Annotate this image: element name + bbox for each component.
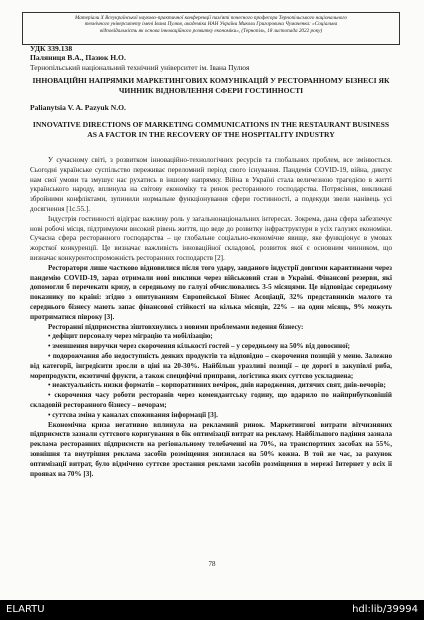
repository-footer: [0, 600, 424, 620]
authors-ua: Паляниця В.А., Пазюк Н.О.: [30, 53, 126, 62]
paragraph: Індустрія гостинності відіграє важливу роль у загальнонаціональних інтересах. Зокрема, дана сфера забезпечує нові робочі місця, підтримуючи високий рівень життя, що веде до розвитку інфраструктури в усіх галузях економіки. Сучасна сфера ресторанного господарства – це глобальне соціально-економічне явище, яке функціонує в умовах жорсткої конкуренції. Це визначає важливість інноваційної складової, розвиток якої є основним чинником, що визначає конкурентоспроможність ресторанних господарств [2].: [30, 214, 392, 262]
handle-id[interactable]: hdl:lib/39994: [352, 604, 418, 615]
affiliation: Тернопільський національний технічний університет ім. Івана Пулюя: [30, 63, 250, 72]
bullet-item: • зменшення виручки через скорочення кількості гостей – у середньому на 50% від довоєнної;: [48, 342, 350, 351]
title-ua: ІННОВАЦІЙНІ НАПРЯМКИ МАРКЕТИНГОВИХ КОМУНІКАЦІЙ У РЕСТОРАННОМУ БІЗНЕСІ ЯК ЧИННИК ВІДНОВЛЕННЯ СФЕРИ ГОСТИННОСТІ: [32, 76, 390, 95]
authors-en: Palianytsia V. A. Pazyuk N.O.: [30, 103, 126, 112]
paragraph: У сучасному світі, з розвитком інноваційно-технологічних ресурсів та глобальних проблем, все змінюється. Сьогодні українське суспільство переживає переломний період свого існування. Пандемія COVID-19, війна, диктує нам свої умови та змушує нас рухатись в іншому напрямку. Війна в Україні стала величезною трагедією в житті українського народу, вплинула на світову економіку та ринок ресторанного господарства. Потрясіння, викликані збройними конфліктами, зупинили нормальне функціонування сфери гостинності, а подекуди звели нанівець усі досягнення [1c.55.].: [30, 156, 392, 213]
bullet-item: • неактуальність низки форматів – корпоративних вечірок, днів народження, дитячих свят, днів-вечорів;: [48, 381, 386, 390]
header-line: Матеріали X Всеукраїнської науково-практичної конференції пам'яті почесного професора Тернопільського національного: [75, 15, 347, 21]
bullet-item: • дефіцит персоналу через міграцію та мобілізацію;: [48, 332, 213, 341]
article-body: [30, 156, 392, 479]
udk-code: УДК 339.138: [30, 44, 73, 53]
repository-name: ELARTU: [6, 604, 45, 615]
bullet-item: • скорочення часу роботи ресторанів через комендантську годину, що вдарило по найприбутковішій складовій ресторанного бізнесу – вечорам;: [30, 391, 392, 409]
header-line: технічного університету імені Івана Пулюя, академіка НАН України Миколи Григоровича Чумаченка: «Соціальна: [84, 21, 338, 28]
page-number: 78: [208, 560, 216, 568]
title-en: INNOVATIVE DIRECTIONS OF MARKETING COMMUNICATIONS IN THE RESTAURANT BUSINESS AS A FACTOR IN THE RECOVERY OF THE HOSPITALITY INDUSTRY: [32, 120, 390, 139]
bullet-item: • подорожчання або недоступність деяких продуктів та відповідно – скорочення позицій у меню. Залежно від категорії, інгредієнти зросли в ціні на 20-30%. Найбільш уразливі позиції – це дорогі в закупівлі риба, морепродукти, екзотичні фрукти, а також специфічні приправи, логістика яких суттєво ускладнена;: [30, 351, 392, 380]
paragraph: Ресторанні підприємства зіштовхнулись з новими проблемами ведення бізнесу:: [48, 322, 304, 331]
paragraph: Ресторатори лише частково відновилися після того удару, завданого індустрії довгими карантинами через пандемію COVID-19, зараз отримали нові виклики через військовий стан в Україні. Фінансові резерви, які допомогли б перечекати кризу, в середньому по галузі обчислювались 3-5 місяцями. Це відповідає середньому показнику по країні: згідно з опитуванням Європейської Бізнес Асоціації, 32% представників малого та середнього бізнесу мають запас фінансової стійкості на кілька місяців, 22% – на один місяць, 9% можуть протриматися півроку [3].: [30, 263, 392, 321]
bullet-item: • суттєва зміна у каналах споживання інформації [3].: [48, 410, 218, 419]
conference-header: [22, 12, 400, 45]
header-line: відповідальність як основа інноваційного розвитку економіки», (Тернопіль, 18 листопада 2022 року): [99, 27, 323, 34]
paragraph: Економічна криза негативно вплинула на рекламний ринок. Маркетингові витрати вітчизняних підприємств зазнали суттєвого коригування в бік оптимізації витрат на рекламу. Найбільшого падіння зазнала реклама ресторанних підприємств на регіональному телебаченні на 70%, на транспортних засобах на 55%, зовнішня та внутрішня реклама засобів розміщення знизилася на 50% кожна. В той же час, за рахунок оптимізації витрат, було відмічено суттєве зростання реклами засобів розміщення в мережі Інтернет у всіх її проявах на 70% [3].: [30, 420, 392, 478]
